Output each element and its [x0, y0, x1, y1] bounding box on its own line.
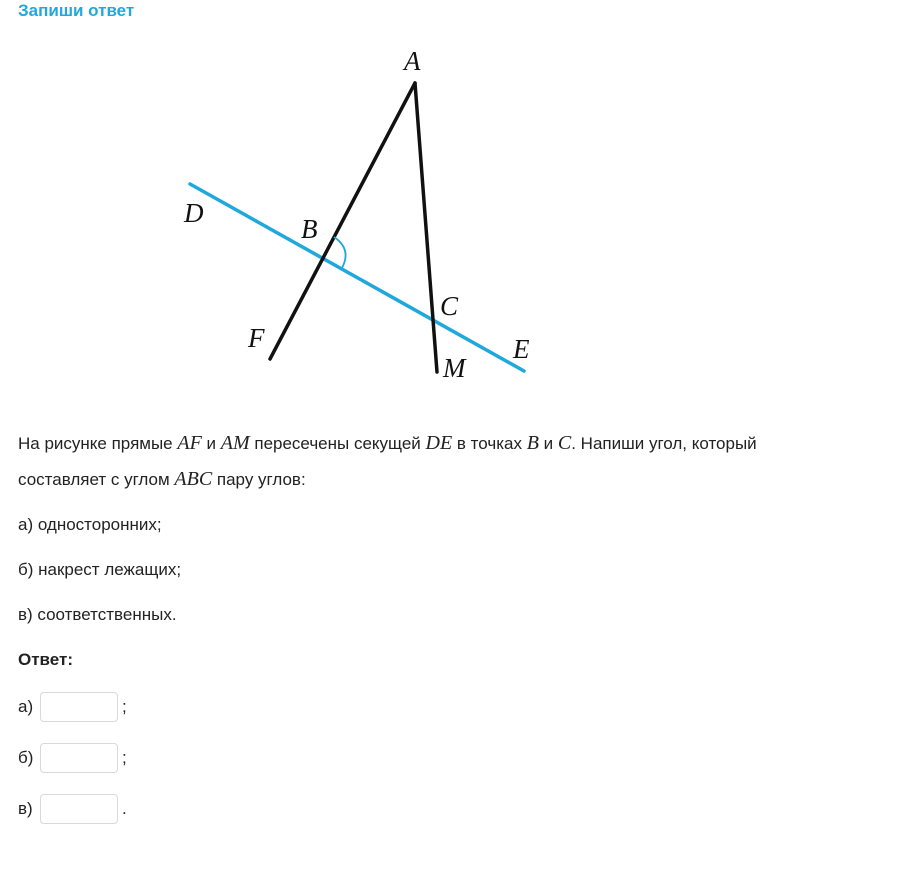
label-e: E: [513, 334, 530, 364]
line-am: [415, 83, 437, 372]
math-am: AM: [220, 432, 250, 454]
math-c: C: [557, 432, 572, 454]
problem-text: На рисунке прямые: [18, 434, 178, 453]
label-d: D: [184, 198, 204, 228]
label-f: F: [248, 323, 265, 353]
label-a: A: [404, 46, 421, 76]
secant-line-de: [190, 184, 524, 371]
item-one-sided: а) односторонних;: [18, 515, 162, 534]
answer-label-c: в): [18, 799, 33, 818]
answer-input-c[interactable]: [40, 794, 118, 824]
problem-text: и: [538, 434, 558, 453]
geometry-figure: [0, 0, 898, 400]
line-af: [270, 83, 415, 359]
answer-punct-c: .: [122, 799, 127, 818]
problem-text: в точках: [452, 434, 527, 453]
label-b: B: [301, 214, 318, 244]
answer-label-a: а): [18, 697, 34, 716]
answer-row-a: [18, 690, 127, 724]
problem-text: . Напиши угол, который: [571, 434, 757, 453]
problem-line-1: [18, 425, 757, 462]
answer-row-c: [18, 792, 127, 826]
label-m: M: [443, 353, 466, 383]
problem-text: составляет с углом: [18, 470, 175, 489]
math-de: DE: [425, 432, 453, 454]
angle-abc-arc: [334, 237, 346, 268]
answer-title: Ответ:: [18, 650, 73, 669]
problem-line-2: [18, 461, 306, 498]
answer-input-a[interactable]: [40, 692, 118, 722]
item-alternate: б) накрест лежащих;: [18, 560, 182, 579]
answer-punct-a: ;: [122, 697, 127, 716]
problem-text: и: [201, 434, 221, 453]
problem-text: пару углов:: [212, 470, 306, 489]
item-corresponding: в) соответственных.: [18, 605, 177, 624]
task-header: Запиши ответ: [18, 1, 135, 20]
problem-text: пересечены секущей: [249, 434, 426, 453]
answer-row-b: [18, 741, 127, 775]
math-abc: ABC: [174, 468, 213, 490]
answer-label-b: б): [18, 748, 34, 767]
math-af: AF: [177, 432, 202, 454]
math-b: B: [526, 432, 539, 454]
answer-punct-b: ;: [122, 748, 127, 767]
label-c: C: [440, 291, 459, 321]
answer-input-b[interactable]: [40, 743, 118, 773]
